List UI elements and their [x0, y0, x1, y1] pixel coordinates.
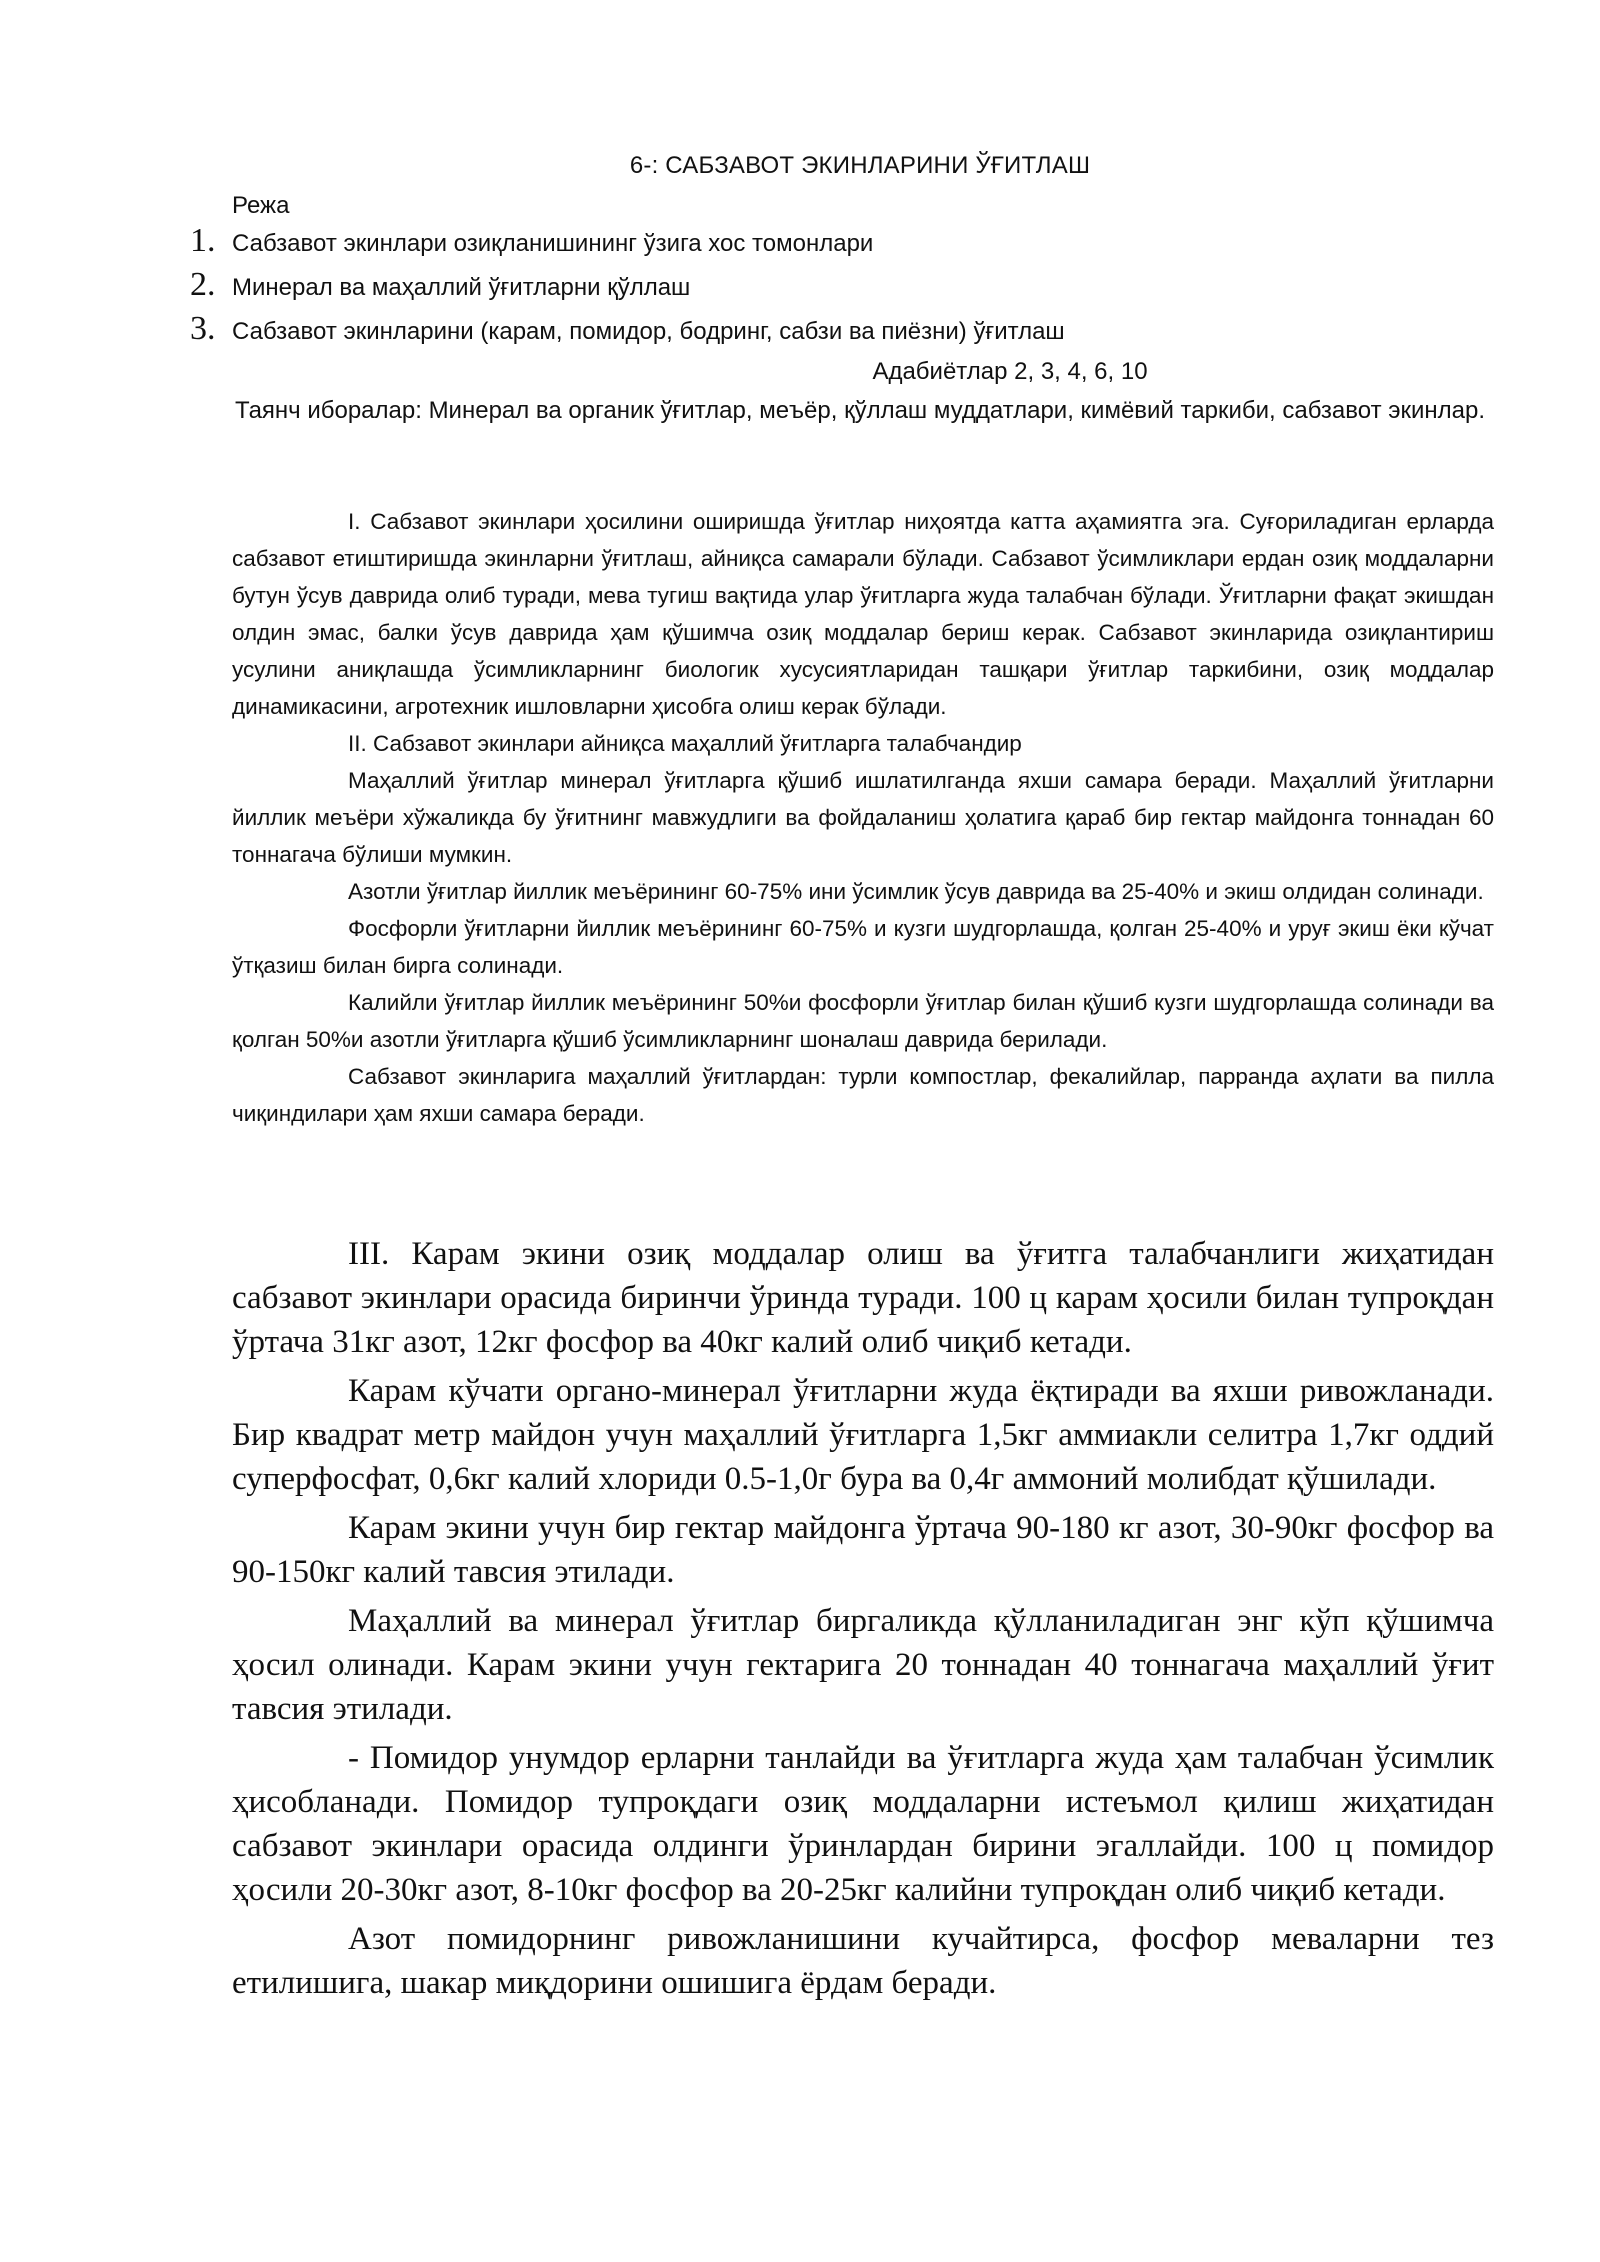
plan-item-number: 2.	[190, 266, 216, 303]
plan-item-number: 1.	[190, 222, 216, 259]
small-text-section	[232, 503, 1494, 1132]
plan-item-text: Сабзавот экинларини (карам, помидор, бодринг, сабзи ва пиёзни) ўғитлаш	[232, 318, 1065, 345]
plan-item-text: Сабзавот экинлари озиқланишининг ўзига хос томонлари	[232, 230, 874, 257]
body-paragraph: Калийли ўғитлар йиллик меъёрининг 50%и фосфорли ўғитлар билан қўшиб кузги шудгорлашда солинади ва қолган 50%и азотли ўғитларга қўшиб ўсимликларнинг шоналаш даврида берилади.	[232, 990, 1494, 1052]
body-paragraph: I. Сабзавот экинлари ҳосилини оширишда ўғитлар ниҳоятда катта аҳамиятга эга. Суғориладиган ерларда сабзавот етиштиришда экинларни ўғитлаш, айниқса самарали бўлади. Сабзавот ўсимликлари ердан озиқ моддаларни бутун ўсув даврида олиб туради, мева тугиш вақтида улар ўғитларга жуда талабчан бўлади. Ўғитларни фақат экишдан олдин эмас, балки ўсув даврида ҳам қўшимча озиқ моддалар бериш керак. Сабзавот экинларида озиқлантириш усулини аниқлашда ўсимликларнинг биологик хусусиятларидан ташқари ўғитлар таркибини, озиқ моддалар динамикасини, агротехник ишловларни ҳисобга олиш керак бўлади.	[232, 509, 1494, 719]
body-paragraph: III. Карам экини озиқ моддалар олиш ва ўғитга талабчанлиги жиҳатидан сабзавот экинлари орасида биринчи ўринда туради. 100 ц карам ҳосили билан тупроқдан ўртача 31кг азот, 12кг фосфор ва 40кг калий олиб чиқиб кетади.	[232, 1236, 1494, 1360]
document-title: 6-: САБЗАВОТ ЭКИНЛАРИНИ ЎҒИТЛАШ	[629, 152, 1091, 179]
body-paragraph: Сабзавот экинларига маҳаллий ўғитлардан: турли компостлар, фекалийлар, парранда аҳлати ва пилла чиқиндилари ҳам яхши самара беради.	[232, 1064, 1494, 1126]
keywords-paragraph: Таянч иборалар: Минерал ва органик ўғитлар, меъёр, қўллаш муддатлари, кимёвий таркиби, сабзавот экинлар.	[234, 397, 1485, 424]
body-paragraph: Азот помидорнинг ривожланишини кучайтирса, фосфор меваларни тез етилишига, шакар миқдорини ошишига ёрдам беради.	[232, 1921, 1494, 2001]
body-paragraph: Маҳаллий ўғитлар минерал ўғитларга қўшиб ишлатилганда яхши самара беради. Маҳаллий ўғитларни йиллик меъёри хўжаликда бу ўғитнинг мавжудлиги ва фойдаланиш ҳолатига қараб бир гектар майдонга тоннадан 60 тоннагача бўлиши мумкин.	[232, 768, 1494, 867]
section-heading: II. Сабзавот экинлари айниқса маҳаллий ўғитларга талабчандир	[348, 731, 1022, 756]
large-text-section	[232, 1232, 1494, 2010]
body-paragraph: - Помидор унумдор ерларни танлайди ва ўғитларга жуда ҳам талабчан ўсимлик ҳисобланади. Помидор тупроқдаги озиқ моддаларни истеъмол қилиш жиҳатидан сабзавот экинлари орасида олдинги ўринлардан бирини эгаллайди. 100 ц помидор ҳосили 20-30кг азот, 8-10кг фосфор ва 20-25кг калийни тупроқдан олиб чиқиб кетади.	[232, 1740, 1494, 1908]
plan-item-text: Минерал ва маҳаллий ўғитларни қўллаш	[232, 274, 691, 301]
body-paragraph: Карам кўчати органо-минерал ўғитларни жуда ёқтиради ва яхши ривожланади. Бир квадрат метр майдон учун маҳаллий ўғитларга 1,5кг аммиакли селитра 1,7кг оддий суперфосфат, 0,6кг калий хлориди 0.5-1,0г бура ва 0,4г аммоний молибдат қўшилади.	[232, 1373, 1494, 1497]
body-paragraph: Маҳаллий ва минерал ўғитлар биргаликда қўлланиладиган энг кўп қўшимча ҳосил олинади. Карам экини учун гектарига 20 тоннадан 40 тоннагача маҳаллий ўғит тавсия этилади.	[232, 1603, 1494, 1727]
body-paragraph: Карам экини учун бир гектар майдонга ўртача 90-180 кг азот, 30-90кг фосфор ва 90-150кг калий тавсия этилади.	[232, 1510, 1494, 1590]
literature-line	[0, 358, 1600, 386]
plan-item-number: 3.	[190, 310, 216, 347]
literature-text: Адабиётлар 2, 3, 4, 6, 10	[872, 358, 1148, 385]
plan-label: Режа	[232, 192, 290, 219]
body-paragraph: Фосфорли ўғитларни йиллик меъёрининг 60-75% и кузги шудгорлашда, қолган 25-40% и уруғ экиш ёки кўчат ўтқазиш билан бирга солинади.	[232, 916, 1494, 978]
body-paragraph: Азотли ўғитлар йиллик меъёрининг 60-75% ини ўсимлик ўсув даврида ва 25-40% и экиш олдидан солинади.	[348, 879, 1484, 904]
